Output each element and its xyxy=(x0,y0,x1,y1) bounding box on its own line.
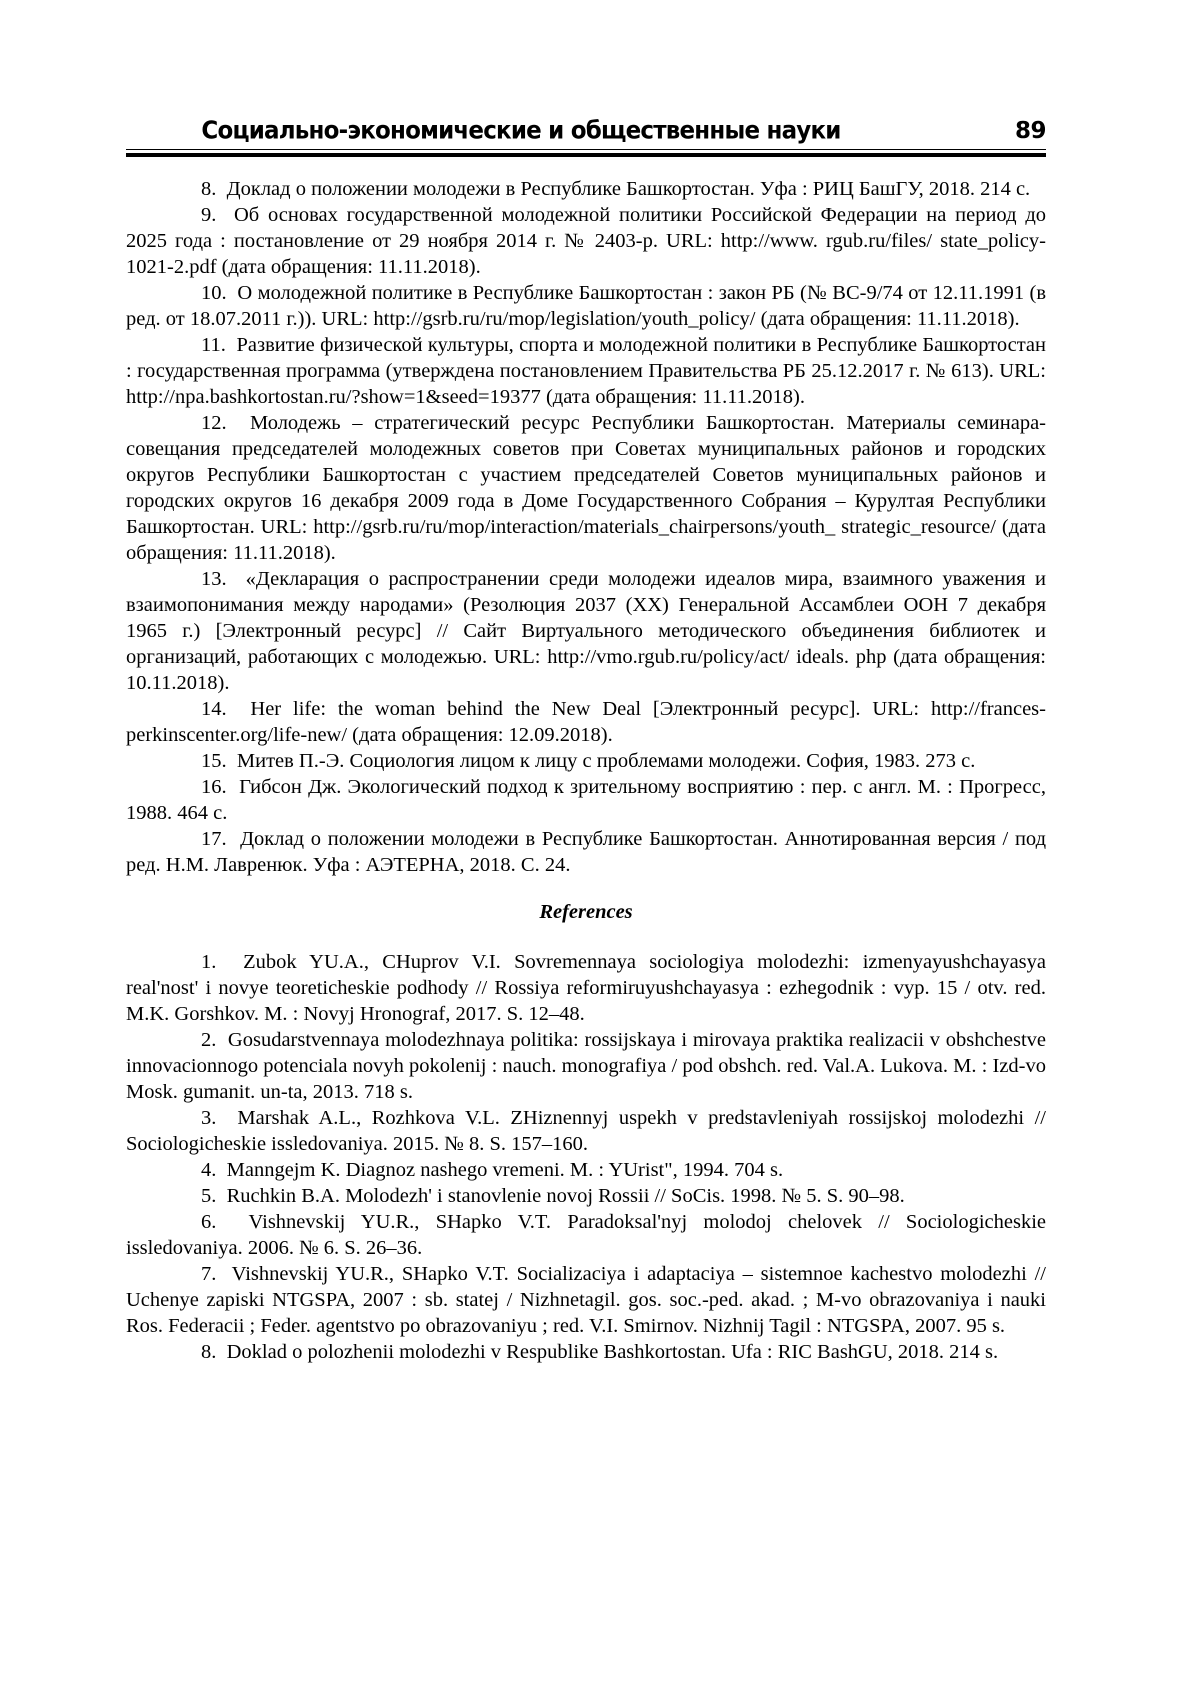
bibliography-entry-text: Доклад о положении молодежи в Республике Башкортостан. Аннотированная версия / под ред. Н.М. Лавренюк. Уфа : АЭТЕРНА, 2018. С. 24. xyxy=(126,828,1046,876)
reference-entry-text: Vishnevskij YU.R., SHapko V.T. Socializaciya i adaptaciya – sistemnoe kachestvo molodezhi // Uchenye zapiski NTGSPA, 2007 : sb. statej / Nizhnetagil. gos. soc.-ped. akad. ; M-vo obrazovaniya i nauki Ros. Federacii ; Feder. agentstvo po obrazovaniyu ; red. V.I. Smirnov. Nizhnij Tagil : NTGSPA, 2007. 95 s. xyxy=(126,1263,1046,1337)
bibliography-entry xyxy=(126,566,1046,696)
bibliography-entry-text: Her life: the woman behind the New Deal [Электронный ресурс]. URL: http://frances-perkinscenter.org/life-new/ (дата обращения: 12.09.2018). xyxy=(126,698,1046,746)
references-list xyxy=(126,949,1046,1365)
reference-entry-number: 4. xyxy=(201,1159,217,1181)
reference-entry-number: 8. xyxy=(201,1341,217,1363)
reference-entry-number: 7. xyxy=(201,1263,217,1285)
bibliography-list xyxy=(126,176,1046,878)
bibliography-entry xyxy=(126,410,1046,566)
bibliography-entry-number: 8. xyxy=(201,178,217,200)
bibliography-entry-text: О молодежной политике в Республике Башкортостан : закон РБ (№ ВС-9/74 от 12.11.1991 (в ред. от 18.07.2011 г.)). URL: http://gsrb.ru/ru/mop/legislation/youth_policy/ (дата обращения: 11.11.2018). xyxy=(126,282,1047,330)
reference-entry-number: 2. xyxy=(201,1029,217,1051)
reference-entry-number: 5. xyxy=(201,1185,217,1207)
reference-entry-text: Ruchkin B.A. Molodezh' i stanovlenie novoj Rossii // SoCis. 1998. № 5. S. 90–98. xyxy=(226,1185,905,1207)
reference-entry-text: Marshak A.L., Rozhkova V.L. ZHiznennyj uspekh v predstavleniyah rossijskoj molodezhi // Sociologicheskie issledovaniya. 2015. № 8. S. 157–160. xyxy=(126,1107,1046,1155)
bibliography-entry-number: 10. xyxy=(201,282,227,304)
reference-entry-number: 6. xyxy=(201,1211,217,1233)
reference-entry-text: Manngejm K. Diagnoz nashego vremeni. M. : YUrist", 1994. 704 s. xyxy=(226,1159,784,1181)
reference-entry xyxy=(126,1105,1046,1157)
reference-entry xyxy=(126,1261,1046,1339)
bibliography-entry-text: Развитие физической культуры, спорта и молодежной политики в Республике Башкортостан : государственная программа (утверждена постановлением Правительства РБ 25.12.2017 г. № 613). URL: http://npa.bashkortostan.ru/?show=1&seed=19377 (дата обращения: 11.11.2018). xyxy=(126,334,1047,408)
bibliography-entry xyxy=(126,748,1046,774)
page-number: 89 xyxy=(1014,118,1046,144)
header-rule-thick xyxy=(126,153,1046,157)
header-rule-thin xyxy=(126,149,1046,150)
reference-entry xyxy=(126,1027,1046,1105)
bibliography-entry xyxy=(126,202,1046,280)
bibliography-entry-text: «Декларация о распространении среди молодежи идеалов мира, взаимного уважения и взаимопонимания между народами» (Резолюция 2037 (XX) Генеральной Ассамблеи ООН 7 декабря 1965 г.) [Электронный ресурс] // Сайт Виртуального методического объединения библиотек и организаций, работающих с молодежью. URL: http://vmo.rgub.ru/policy/act/ ideals. php (дата обращения: 10.11.2018). xyxy=(126,568,1046,694)
bibliography-entry-number: 17. xyxy=(201,828,227,850)
reference-entry-number: 3. xyxy=(201,1107,217,1129)
reference-entry xyxy=(126,1339,1046,1365)
bibliography-entry-text: Об основах государственной молодежной политики Российской Федерации на период до 2025 года : постановление от 29 ноября 2014 г. № 2403-р. URL: http://www. rgub.ru/files/ state_policy-1021-2.pdf (дата обращения: 11.11.2018). xyxy=(126,204,1047,278)
bibliography-entry xyxy=(126,696,1046,748)
reference-entry-text: Zubok YU.A., CHuprov V.I. Sovremennaya sociologiya molodezhi: izmenyayushchayasya real'nost' i novye teoreticheskie podhody // Rossiya reformiruyushchayasya : ezhegodnik : vyp. 15 / otv. red. M.K. Gorshkov. M. : Novyj Hronograf, 2017. S. 12–48. xyxy=(126,951,1047,1025)
bibliography-entry-number: 14. xyxy=(201,698,227,720)
bibliography-entry-number: 13. xyxy=(201,568,227,590)
bibliography-entry-number: 11. xyxy=(201,334,226,356)
bibliography-entry-text: Гибсон Дж. Экологический подход к зрительному восприятию : пер. с англ. М. : Прогресс, 1988. 464 с. xyxy=(126,776,1046,824)
reference-entry xyxy=(126,1183,1046,1209)
reference-entry xyxy=(126,1209,1046,1261)
reference-entry-text: Vishnevskij YU.R., SHapko V.T. Paradoksal'nyj molodoj chelovek // Sociologicheskie issledovaniya. 2006. № 6. S. 26–36. xyxy=(126,1211,1046,1259)
reference-entry-number: 1. xyxy=(201,951,217,973)
bibliography-entry-text: Молодежь – стратегический ресурс Республики Башкортостан. Материалы семинара-совещания председателей молодежных советов при Советах муниципальных районов и городских округов Республики Башкортостан с участием председателей Советов муниципальных районов и городских округов 16 декабря 2009 года в Доме Государственного Собрания – Курултая Республики Башкортостан. URL: http://gsrb.ru/ru/mop/interaction/materials_chairpersons/youth_ strategic_resource/ (дата обращения: 11.11.2018). xyxy=(126,412,1047,564)
bibliography-entry xyxy=(126,826,1046,878)
reference-entry xyxy=(126,949,1046,1027)
bibliography-entry-text: Митев П.-Э. Социология лицом к лицу с проблемами молодежи. София, 1983. 273 с. xyxy=(236,750,976,772)
bibliography-entry xyxy=(126,332,1046,410)
body-text xyxy=(126,176,1046,1365)
bibliography-entry-number: 16. xyxy=(201,776,227,798)
bibliography-entry xyxy=(126,280,1046,332)
bibliography-entry-text: Доклад о положении молодежи в Республике Башкортостан. Уфа : РИЦ БашГУ, 2018. 214 с. xyxy=(226,178,1031,200)
references-heading: References xyxy=(539,901,633,923)
bibliography-entry-number: 15. xyxy=(201,750,227,772)
reference-entry xyxy=(126,1157,1046,1183)
bibliography-entry-number: 9. xyxy=(201,204,217,226)
journal-section-title: Социально-экономические и общественные науки xyxy=(201,116,841,146)
bibliography-entry xyxy=(126,774,1046,826)
reference-entry-text: Doklad o polozhenii molodezhi v Respublike Bashkortostan. Ufa : RIC BashGU, 2018. 214 s. xyxy=(226,1341,999,1363)
bibliography-entry-number: 12. xyxy=(201,412,227,434)
reference-entry-text: Gosudarstvennaya molodezhnaya politika: rossijskaya i mirovaya praktika realizacii v obshchestve innovacionnogo potenciala novyh pokolenij : nauch. monografiya / pod obshch. red. Val.A. Lukova. M. : Izd-vo Mosk. gumanit. un-ta, 2013. 718 s. xyxy=(126,1029,1047,1103)
bibliography-entry xyxy=(126,176,1046,202)
